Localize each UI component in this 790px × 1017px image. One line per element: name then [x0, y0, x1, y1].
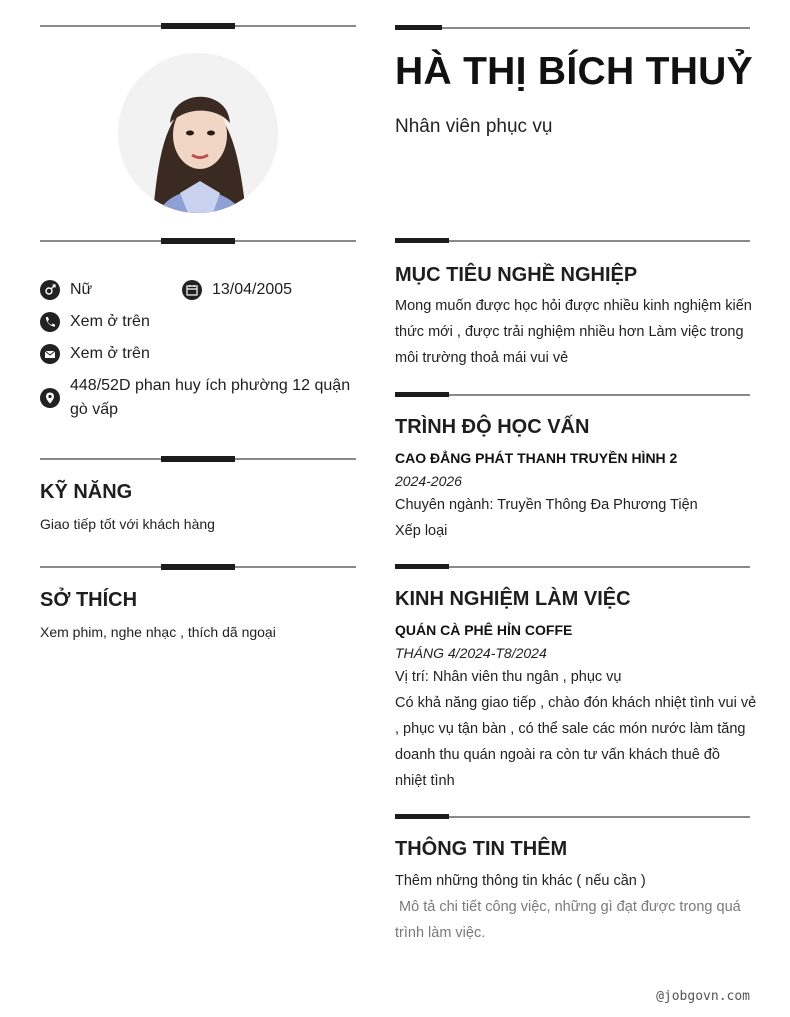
objective-line-1: Mong muốn được học hỏi được nhiều kinh nghiệm kiến — [395, 298, 752, 314]
extra-line-1: Thêm những thông tin khác ( nếu cần ) — [395, 873, 646, 889]
skills-title: KỸ NĂNG — [40, 481, 133, 503]
education-major: Chuyên ngành: Truyền Thông Đa Phương Tiện — [395, 497, 698, 513]
skills-text: Giao tiếp tốt với khách hàng — [40, 516, 215, 532]
skills-divider — [40, 458, 356, 460]
experience-line-4: nhiệt tình — [395, 773, 455, 789]
footer-watermark: @jobgovn.com — [656, 989, 750, 1004]
objective-line-3: môi trường thoả mái vui vẻ — [395, 350, 569, 366]
extra-title: THÔNG TIN THÊM — [395, 838, 568, 860]
calendar-icon — [182, 280, 202, 300]
experience-title: KINH NGHIỆM LÀM VIỆC — [395, 588, 631, 610]
hobbies-divider — [40, 566, 356, 568]
email-icon — [40, 344, 60, 364]
address-line-2: gò vấp — [70, 401, 119, 418]
profile-divider — [40, 240, 356, 242]
experience-line-2: , phục vụ tận bàn , có thể sale các món nước làm tăng — [395, 721, 746, 737]
address-line-1: 448/52D phan huy ích phường 12 quận — [70, 377, 351, 394]
job-title: Nhân viên phục vụ — [395, 116, 553, 137]
experience-line-1: Có khả năng giao tiếp , chào đón khách nhiệt tình vui vẻ — [395, 695, 757, 711]
objective-line-2: thức mới , được trải nghiệm nhiều hơn Làm việc trong — [395, 324, 744, 340]
phone-value: Xem ở trên — [70, 313, 150, 330]
experience-period: THÁNG 4/2024-T8/2024 — [395, 645, 547, 661]
education-period: 2024-2026 — [395, 473, 462, 489]
hobbies-title: SỞ THÍCH — [40, 589, 138, 611]
address-value — [70, 374, 360, 422]
top-right-divider — [395, 27, 750, 29]
gender-value: Nữ — [70, 281, 93, 298]
profile-photo — [118, 53, 278, 213]
education-rank: Xếp loại — [395, 523, 448, 539]
top-left-divider — [40, 25, 356, 27]
extra-divider — [395, 816, 750, 818]
experience-company: QUÁN CÀ PHÊ HỈN COFFE — [395, 622, 573, 638]
education-divider — [395, 394, 750, 396]
extra-line-2: Mô tả chi tiết công việc, những gì đạt được trong quá — [395, 899, 741, 915]
extra-line-3: trình làm việc. — [395, 925, 486, 941]
experience-position: Vị trí: Nhân viên thu ngân , phục vụ — [395, 669, 622, 685]
objective-divider — [395, 240, 750, 242]
objective-title: MỤC TIÊU NGHỀ NGHIỆP — [395, 264, 638, 286]
phone-icon — [40, 312, 60, 332]
experience-divider — [395, 566, 750, 568]
email-value: Xem ở trên — [70, 345, 150, 362]
hobbies-text: Xem phim, nghe nhạc , thích dã ngoại — [40, 624, 276, 640]
education-school: CAO ĐẲNG PHÁT THANH TRUYỀN HÌNH 2 — [395, 450, 678, 466]
full-name: HÀ THỊ BÍCH THUỶ — [395, 50, 753, 93]
location-icon — [40, 388, 60, 408]
education-title: TRÌNH ĐỘ HỌC VẤN — [395, 416, 590, 438]
birthdate-value: 13/04/2005 — [212, 281, 293, 298]
experience-line-3: doanh thu quán ngoài ra còn tư vấn khách thuê đồ — [395, 747, 720, 763]
gender-icon — [40, 280, 60, 300]
